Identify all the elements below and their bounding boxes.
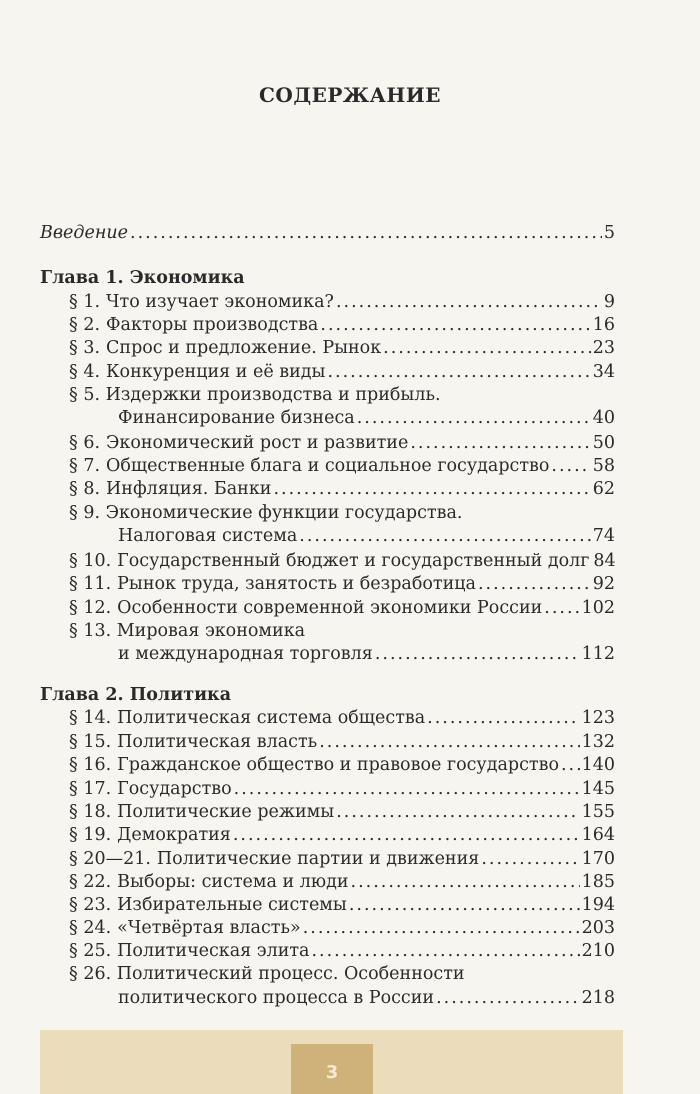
chapter-heading: Глава 2. Политика bbox=[40, 685, 232, 705]
toc-entry-title: Политическая власть bbox=[117, 732, 318, 752]
toc-entry-title: Политические режимы bbox=[117, 802, 335, 822]
toc-entry-title: Государственный бюджет и государственный долг bbox=[117, 551, 590, 571]
toc-entry-title: Что изучает экономика? bbox=[106, 292, 334, 312]
toc-entry-page: 40 bbox=[592, 408, 615, 428]
toc-entry-page: 145 bbox=[581, 779, 615, 799]
dot-leader bbox=[233, 823, 580, 847]
toc-entry[interactable] bbox=[69, 730, 615, 754]
section-number: § 1. bbox=[69, 292, 101, 312]
section-number: § 17. bbox=[69, 779, 112, 799]
toc-entry-title: Государство bbox=[117, 779, 232, 799]
dot-leader bbox=[320, 313, 590, 337]
toc-entry-title: «Четвёртая власть» bbox=[117, 918, 301, 938]
toc-entry-title: Спрос и предложение. Рынок bbox=[106, 338, 382, 358]
toc-entry[interactable] bbox=[69, 847, 615, 871]
section-number: § 11. bbox=[69, 574, 112, 594]
toc-entry[interactable] bbox=[69, 893, 615, 917]
section-number: § 24. bbox=[69, 918, 112, 938]
toc-entry[interactable] bbox=[69, 939, 615, 963]
toc-entry[interactable] bbox=[69, 596, 615, 620]
toc-entry-title: Политическая элита bbox=[117, 941, 310, 961]
toc-entry-title: Политический процесс. Особенности bbox=[116, 964, 465, 984]
toc-entry-title: Факторы производства bbox=[106, 315, 319, 335]
toc-entry-continuation[interactable] bbox=[118, 524, 615, 548]
toc-entry-intro[interactable] bbox=[40, 221, 615, 245]
page-title: СОДЕРЖАНИЕ bbox=[259, 83, 441, 107]
dot-leader bbox=[299, 524, 590, 548]
toc-entry[interactable] bbox=[69, 549, 615, 573]
toc-entry[interactable] bbox=[69, 706, 615, 730]
toc-entry[interactable] bbox=[69, 360, 615, 384]
toc-entry[interactable] bbox=[69, 777, 615, 801]
toc-entry[interactable] bbox=[69, 800, 615, 824]
toc-entry-page: 16 bbox=[592, 315, 615, 335]
toc-entry-title: Мировая экономика bbox=[116, 621, 306, 641]
chapter-heading: Глава 1. Экономика bbox=[40, 268, 245, 288]
toc-entry[interactable] bbox=[69, 313, 615, 337]
dot-leader bbox=[303, 916, 580, 940]
section-number: § 22. bbox=[69, 872, 112, 892]
toc-entry[interactable] bbox=[69, 619, 305, 643]
toc-entry-title: Экономические функции государства. bbox=[105, 503, 463, 523]
toc-entry[interactable] bbox=[69, 477, 615, 501]
section-number: § 9. bbox=[69, 503, 101, 523]
dot-leader bbox=[336, 290, 602, 314]
toc-entry-page: 194 bbox=[581, 895, 615, 915]
section-number: § 2. bbox=[69, 315, 101, 335]
section-number: § 6. bbox=[69, 433, 101, 453]
toc-entry[interactable] bbox=[69, 916, 615, 940]
toc-entry-title-line2: Финансирование бизнеса bbox=[118, 408, 355, 428]
dot-leader bbox=[436, 986, 580, 1010]
toc-entry[interactable] bbox=[69, 454, 615, 478]
toc-entry-title-line2: политического процесса в России bbox=[118, 988, 435, 1008]
dot-leader bbox=[481, 847, 579, 871]
toc-entry-page: 185 bbox=[581, 872, 615, 892]
toc-entry[interactable] bbox=[69, 823, 615, 847]
toc-entry-page: 62 bbox=[592, 479, 615, 499]
dot-leader bbox=[311, 939, 579, 963]
toc-entry-page: 9 bbox=[603, 292, 615, 312]
dot-leader bbox=[561, 753, 580, 777]
dot-leader bbox=[383, 336, 591, 360]
toc-entry-page: 92 bbox=[592, 574, 615, 594]
toc-entry-page: 84 bbox=[593, 551, 616, 571]
dot-leader bbox=[478, 572, 591, 596]
toc-entry-page: 140 bbox=[581, 755, 615, 775]
toc-entry[interactable] bbox=[69, 383, 441, 407]
toc-entry-title: Инфляция. Банки bbox=[106, 479, 272, 499]
toc-entry-continuation[interactable] bbox=[118, 406, 615, 430]
toc-entry-title: Издержки производства и прибыль. bbox=[105, 385, 441, 405]
section-number: § 26. bbox=[69, 964, 112, 984]
dot-leader bbox=[410, 431, 590, 455]
toc-entry-page: 5 bbox=[603, 223, 615, 243]
toc-entry-page: 112 bbox=[581, 644, 615, 664]
toc-entry-page: 170 bbox=[581, 849, 615, 869]
page-number: 3 bbox=[325, 1062, 339, 1083]
toc-entry-page: 23 bbox=[592, 338, 615, 358]
toc-entry[interactable] bbox=[69, 431, 615, 455]
toc-entry-title: Выборы: система и люди bbox=[117, 872, 349, 892]
toc-entry-page: 210 bbox=[581, 941, 615, 961]
dot-leader bbox=[319, 730, 579, 754]
toc-entry-page: 102 bbox=[581, 598, 615, 618]
toc-entry-title: Гражданское общество и правовое государство bbox=[117, 755, 559, 775]
section-number: § 18. bbox=[69, 802, 112, 822]
dot-leader bbox=[544, 596, 579, 620]
toc-entry-page: 34 bbox=[592, 362, 615, 382]
toc-entry-continuation[interactable] bbox=[118, 642, 615, 666]
section-number: § 8. bbox=[69, 479, 101, 499]
toc-entry-title: Экономический рост и развитие bbox=[106, 433, 409, 453]
dot-leader bbox=[273, 477, 590, 501]
toc-entry-page: 203 bbox=[581, 918, 615, 938]
toc-entry-page: 155 bbox=[581, 802, 615, 822]
section-number: § 12. bbox=[69, 598, 112, 618]
section-number: § 7. bbox=[69, 456, 101, 476]
toc-entry-title: Общественные блага и социальное государство bbox=[106, 456, 550, 476]
dot-leader bbox=[357, 406, 591, 430]
toc-entry[interactable] bbox=[69, 962, 465, 986]
section-number: § 14. bbox=[69, 708, 112, 728]
toc-entry[interactable] bbox=[69, 290, 615, 314]
toc-entry-title-line2: и международная торговля bbox=[118, 644, 373, 664]
toc-entry[interactable] bbox=[69, 753, 615, 777]
section-number: § 16. bbox=[69, 755, 112, 775]
toc-entry-title: Политическая система общества bbox=[117, 708, 426, 728]
section-number: § 4. bbox=[69, 362, 101, 382]
toc-entry-continuation[interactable] bbox=[118, 986, 615, 1010]
toc-entry-page: 58 bbox=[592, 456, 615, 476]
dot-leader bbox=[130, 221, 602, 245]
toc-entry[interactable] bbox=[69, 336, 615, 360]
toc-entry[interactable] bbox=[69, 870, 615, 894]
section-number: § 5. bbox=[69, 385, 101, 405]
section-number: § 20—21. bbox=[69, 849, 151, 869]
toc-entry[interactable] bbox=[69, 572, 615, 596]
toc-entry-page: 74 bbox=[592, 526, 615, 546]
section-number: § 19. bbox=[69, 825, 112, 845]
toc-entry[interactable] bbox=[69, 501, 462, 525]
dot-leader bbox=[351, 870, 580, 894]
toc-entry-title: Конкуренция и её виды bbox=[106, 362, 326, 382]
toc-entry-title: Демократия bbox=[117, 825, 231, 845]
toc-entry-page: 123 bbox=[581, 708, 615, 728]
toc-entry-page: 164 bbox=[581, 825, 615, 845]
dot-leader bbox=[551, 454, 590, 478]
toc-entry-page: 50 bbox=[592, 433, 615, 453]
dot-leader bbox=[427, 706, 579, 730]
section-number: § 15. bbox=[69, 732, 112, 752]
toc-entry-title: Введение bbox=[40, 223, 129, 243]
dot-leader bbox=[234, 777, 580, 801]
dot-leader bbox=[375, 642, 580, 666]
toc-entry-title: Избирательные системы bbox=[117, 895, 347, 915]
dot-leader bbox=[336, 800, 579, 824]
section-number: § 10. bbox=[69, 551, 112, 571]
toc-entry-page: 132 bbox=[581, 732, 615, 752]
toc-entry-title: Рынок труда, занятость и безработица bbox=[117, 574, 476, 594]
dot-leader bbox=[327, 360, 590, 384]
toc-entry-page: 218 bbox=[581, 988, 615, 1008]
toc-entry-title: Политические партии и движения bbox=[156, 849, 480, 869]
toc-entry-title-line2: Налоговая система bbox=[118, 526, 298, 546]
dot-leader bbox=[349, 893, 580, 917]
section-number: § 3. bbox=[69, 338, 101, 358]
section-number: § 13. bbox=[69, 621, 112, 641]
toc-entry-title: Особенности современной экономики России bbox=[117, 598, 543, 618]
section-number: § 25. bbox=[69, 941, 112, 961]
section-number: § 23. bbox=[69, 895, 112, 915]
